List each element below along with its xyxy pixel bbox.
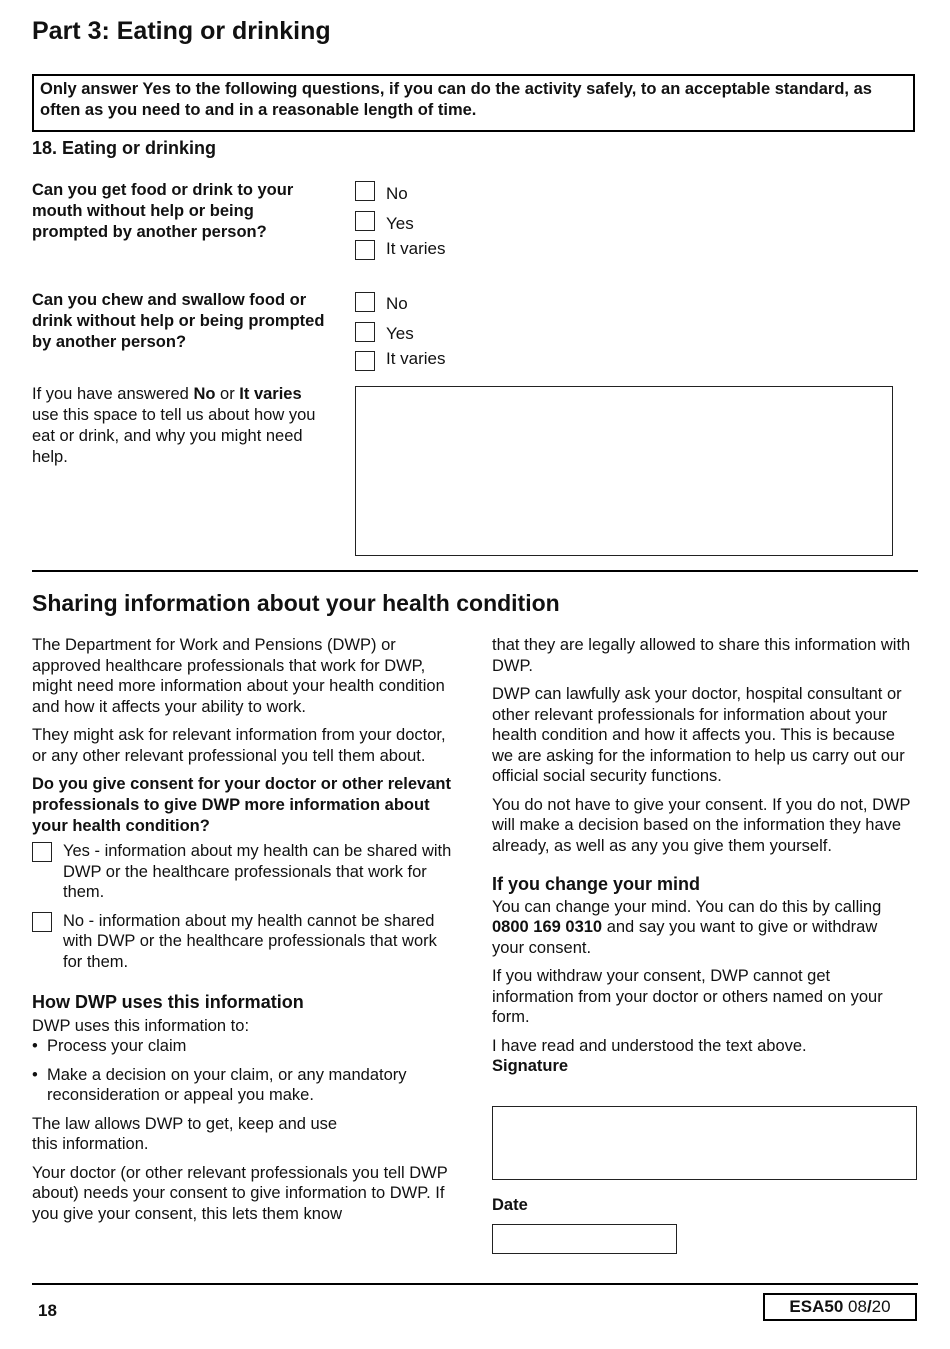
phone-number: 0800 169 0310 xyxy=(492,918,603,936)
uses-intro: DWP uses this information to: xyxy=(32,1016,250,1035)
change-pre: You can change your mind. You can do this by calling xyxy=(492,897,882,916)
help-varies: It varies xyxy=(239,385,302,403)
eating-explanation-textarea[interactable] xyxy=(355,386,893,556)
q1-varies-label: It varies xyxy=(386,239,446,258)
form-code: ESA50 xyxy=(789,1297,844,1316)
q2-yes-checkbox[interactable] xyxy=(355,322,375,342)
date-field[interactable] xyxy=(492,1224,677,1254)
consent-no-checkbox[interactable] xyxy=(32,912,52,932)
notice-text-pre: Only answer xyxy=(40,80,143,98)
no-consent-text: You do not have to give your consent. If you do not, DWP will make a decision based on the information they have already, as well as any you give them yourself. xyxy=(492,795,911,855)
consent-yes-label: Yes - information about my health can be shared with DWP or the healthcare professionals that work for them. xyxy=(63,842,452,901)
question-2-text: Can you chew and swallow food or drink without help or being prompted by another person? xyxy=(32,291,325,351)
q1-yes-checkbox[interactable] xyxy=(355,211,375,231)
q2-varies-label: It varies xyxy=(386,349,446,368)
help-instructions xyxy=(32,384,332,468)
lawful-ask-text: DWP can lawfully ask your doctor, hospital consultant or other relevant professionals for information about your health condition and how it affects you. This is because we are asking for the information to help us carry out our official social security functions. xyxy=(492,685,905,785)
page-title: Part 3: Eating or drinking xyxy=(32,17,331,45)
q1-no-label: No xyxy=(386,184,408,203)
doctor-text: Your doctor (or other relevant professionals you tell DWP about) needs your consent to give information to DWP. If you give your consent, this lets them know xyxy=(32,1163,448,1223)
question-1-text: Can you get food or drink to your mouth without help or being prompted by another person? xyxy=(32,181,294,241)
bullet-text: Make a decision on your claim, or any mandatory reconsideration or appeal you make. xyxy=(47,1065,407,1104)
sharing-right-column xyxy=(492,635,912,1077)
legally-allowed-text: that they are legally allowed to share this information with DWP. xyxy=(492,636,911,675)
page-number: 18 xyxy=(38,1301,57,1320)
bullet-item xyxy=(32,1036,457,1057)
q2-yes-label: Yes xyxy=(386,324,414,343)
consent-yes-checkbox[interactable] xyxy=(32,842,52,862)
consent-yes-option xyxy=(32,841,457,903)
notice-box xyxy=(32,74,915,132)
signature-field[interactable] xyxy=(492,1106,917,1180)
q1-no-checkbox[interactable] xyxy=(355,181,375,201)
uses-title: How DWP uses this information xyxy=(32,992,304,1012)
bullet-dot: • xyxy=(32,1037,38,1055)
q1-yes-label: Yes xyxy=(386,214,414,233)
consent-no-option xyxy=(32,911,457,973)
sharing-ask: They might ask for relevant information from your doctor, or any other relevant professional you tell them about. xyxy=(32,726,446,765)
change-mind-text xyxy=(492,897,912,959)
date-label: Date xyxy=(492,1196,528,1214)
law-text: The law allows DWP to get, keep and use this information. xyxy=(32,1114,338,1153)
footer-divider xyxy=(32,1283,918,1285)
help-pre: If you have answered xyxy=(32,385,194,403)
change-post: and say you want to give or withdraw your consent. xyxy=(492,918,878,957)
help-post: use this space to tell us about how you eat or drink, and why you might need help. xyxy=(32,406,316,466)
q2-varies-checkbox[interactable] xyxy=(355,351,375,371)
sharing-intro: The Department for Work and Pensions (DWP) or approved healthcare professionals that work for DWP, might need more information about your health condition and how it affects your ability to work. xyxy=(32,636,445,716)
consent-question: Do you give consent for your doctor or other relevant professionals to give DWP more information about your health condition? xyxy=(32,775,451,835)
bullet-item xyxy=(32,1065,457,1106)
section-divider xyxy=(32,570,918,572)
sharing-left-column xyxy=(32,635,457,1232)
help-or: or xyxy=(215,385,240,403)
withdraw-text: If you withdraw your consent, DWP cannot get information from your doctor or others named on your form. xyxy=(492,967,883,1026)
notice-text-yes: Yes xyxy=(142,80,171,98)
bullet-dot: • xyxy=(32,1065,38,1084)
q2-no-checkbox[interactable] xyxy=(355,292,375,312)
change-mind-title: If you change your mind xyxy=(492,874,701,894)
q1-varies-checkbox[interactable] xyxy=(355,240,375,260)
signature-label: Signature xyxy=(492,1057,569,1075)
read-understood-text: I have read and understood the text above. xyxy=(492,1036,807,1055)
form-date-month: 08 xyxy=(848,1297,867,1316)
form-code-box xyxy=(763,1293,917,1321)
q2-no-label: No xyxy=(386,294,408,313)
sharing-title: Sharing information about your health condition xyxy=(32,590,560,616)
consent-no-label: No - information about my health cannot be shared with DWP or the healthcare professionals that work for them. xyxy=(63,911,437,971)
form-date-sep: / xyxy=(866,1297,872,1316)
form-date-year: 20 xyxy=(871,1297,891,1316)
notice-text-post: to the following questions, if you can do the activity safely, to an acceptable standard, as often as you need to and in a reasonable length of time. xyxy=(40,80,872,119)
help-no: No xyxy=(193,385,216,403)
section-title: 18. Eating or drinking xyxy=(32,138,217,158)
bullet-text: Process your claim xyxy=(47,1037,187,1055)
